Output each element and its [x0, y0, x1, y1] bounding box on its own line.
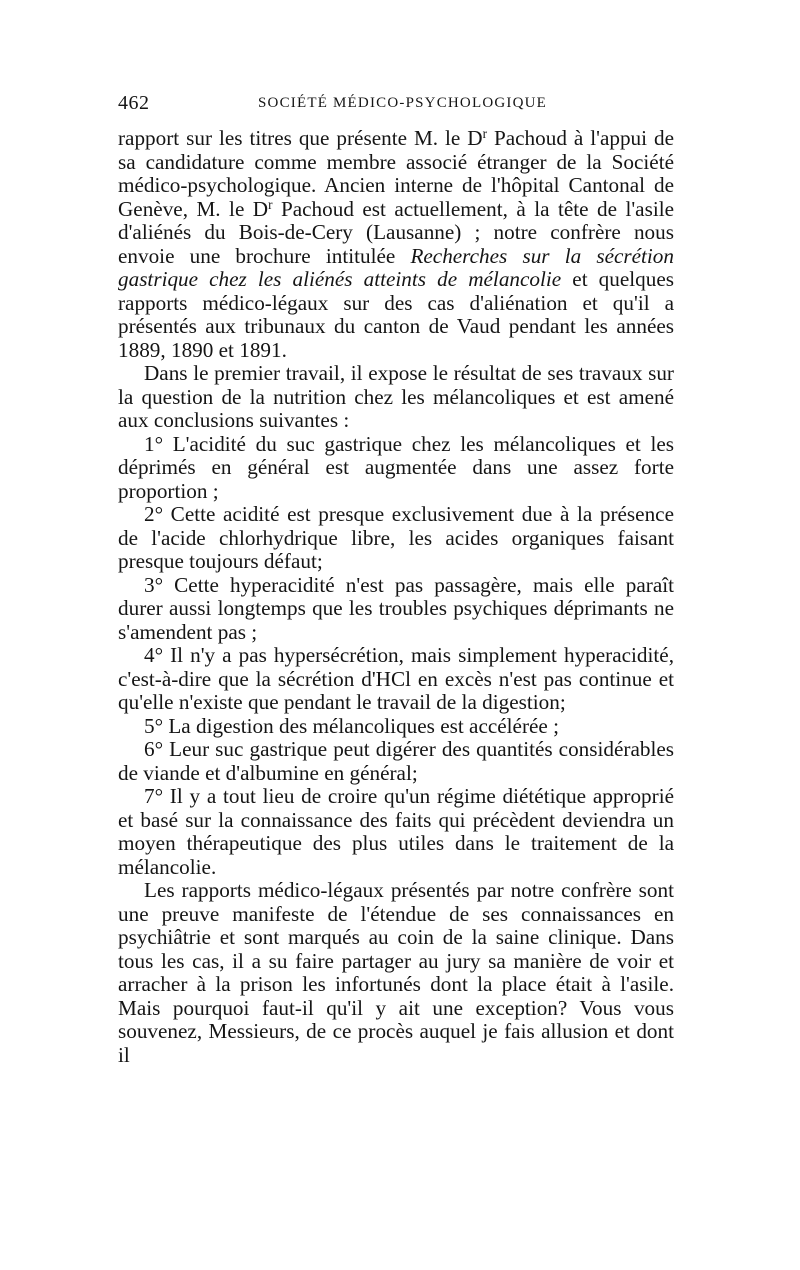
- superscript: r: [268, 196, 273, 212]
- conclusion-5: 5° La digestion des mélancoliques est accélérée ;: [144, 713, 559, 738]
- conclusion-4: 4° Il n'y a pas hypersécrétion, mais simplement hyperacidité, c'est-à-dire que la sécrétion d'HCl en excès n'est pas continue et qu'elle n'existe que pendant le travail de la digestion;: [118, 643, 674, 714]
- conclusion-3: 3° Cette hyperacidité n'est pas passagère, mais elle paraît durer aussi longtemps que les troubles psychiques déprimants ne s'amendent pas ;: [118, 572, 674, 644]
- conclusion-1: 1° L'acidité du suc gastrique chez les mélancoliques et les déprimés en général est augmentée dans une assez forte proportion ;: [118, 431, 674, 503]
- conclusion-6: 6° Leur suc gastrique peut digérer des quantités considérables de viande et d'albumine en général;: [118, 737, 674, 785]
- text-segment: et quelques rapports médico-légaux sur des cas d'aliénation et qu'il a présentés aux tribunaux du canton de Vaud pendant les années 1889, 1890 et 1891.: [118, 267, 674, 362]
- running-head: [118, 92, 678, 116]
- page-number: 462: [118, 92, 150, 114]
- text-segment: Pachoud est actuellement, à la tête de l'asile d'aliénés du Bois-de-Cery (Lausanne) ; notre confrère nous envoie une brochure intitulée: [118, 196, 674, 268]
- superscript: r: [482, 125, 487, 141]
- body-text: [118, 127, 674, 1067]
- paragraph-rapport: [118, 127, 674, 362]
- paragraph-rapports-medico-legaux: Les rapports médico-légaux présentés par notre confrère sont une preuve manifeste de l'étendue de ses connaissances en psychiâtrie et sont marqués au coin de la saine clinique. Dans tous les cas, il a su faire partager au jury sa manière de voir et arracher à la prison les infortunés dont la place était à l'asile. Mais pourquoi faut-il qu'il y ait une exception? Vous vous souvenez, Messieurs, de ce procès auquel je fais allusion et dont il: [118, 878, 674, 1067]
- brochure-title: Recherches sur la sécrétion gastrique chez les aliénés atteints de mélancolie: [118, 243, 674, 291]
- conclusion-2: 2° Cette acidité est presque exclusivement due à la présence de l'acide chlorhydrique libre, les acides organiques faisant presque toujours défaut;: [118, 502, 674, 573]
- text-segment: Pachoud à l'appui de sa candidature comme membre associé étranger de la Société médico-psychologique. Ancien interne de l'hôpital Cantonal de Genève, M. le D: [118, 126, 674, 221]
- journal-title: SOCIÉTÉ MÉDICO-PSYCHOLOGIQUE: [258, 95, 548, 111]
- text-segment: rapport sur les titres que présente M. le D: [118, 126, 483, 150]
- paragraph-premier-travail: Dans le premier travail, il expose le résultat de ses travaux sur la question de la nutrition chez les mélancoliques et est amené aux conclusions suivantes :: [118, 361, 674, 432]
- conclusion-7: 7° Il y a tout lieu de croire qu'un régime diététique approprié et basé sur la connaissance des faits qui précèdent deviendra un moyen thérapeutique des plus utiles dans le traitement de la mélancolie.: [118, 784, 674, 879]
